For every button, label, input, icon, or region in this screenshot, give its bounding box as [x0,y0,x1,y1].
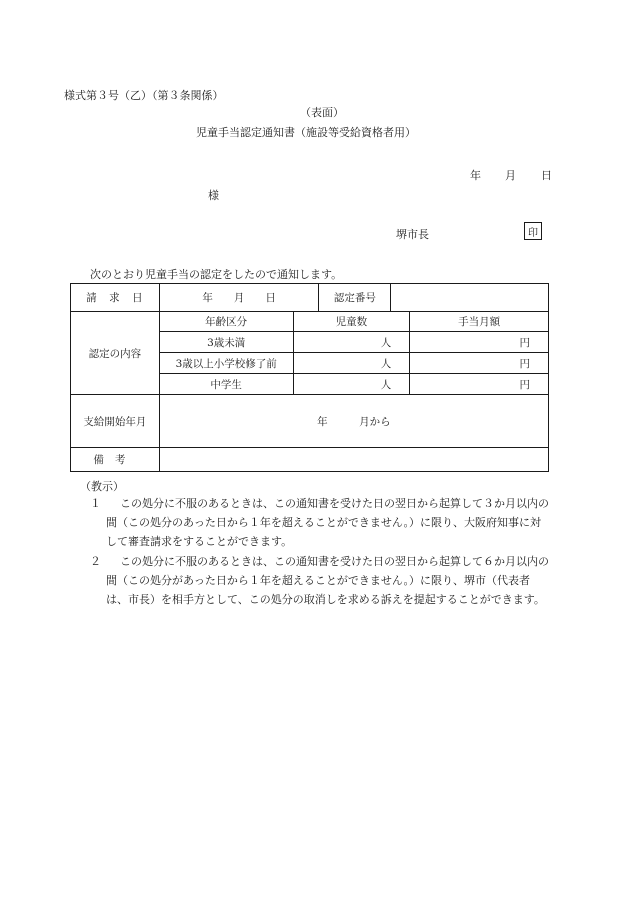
claim-date-value: 年 月 日 [159,284,319,312]
age-cell: 3歳未満 [159,332,293,353]
notice-item-text: この処分に不服のあるときは、この通知書を受けた日の翌日から起算して６か月以内の間（この処分があった日から１年を超えることができません。）に限り、堺市（代表者は、市長）を相手方として、この処分の取消しを求める訴えを提起することができます。 [106,555,549,606]
age-cell: 3歳以上小学校修了前 [159,353,293,374]
addressee-suffix: 様 [208,189,219,202]
date-year-label: 年 [470,169,481,182]
children-cell: 人 [293,374,410,395]
date-month-label: 月 [505,169,516,182]
document-title: 児童手当認定通知書（施設等受給資格者用） [196,126,416,139]
notice-item [80,494,550,551]
monthly-cell: 円 [410,353,549,374]
seal-text: 印 [528,227,538,239]
remarks-label: 備考 [71,448,160,472]
notice-item-number: ２ [90,555,101,568]
table-row [71,448,549,472]
table-row [71,284,549,312]
cert-no-label: 認定番号 [319,284,391,312]
children-cell: 人 [293,332,410,353]
face-label: （表面） [300,106,344,119]
monthly-cell: 円 [410,332,549,353]
col-children-header: 児童数 [293,312,410,332]
monthly-cell: 円 [410,374,549,395]
content-label: 認定の内容 [71,312,160,395]
col-age-header: 年齢区分 [159,312,293,332]
claim-date-label: 請 求 日 [71,284,160,312]
mayor-title: 堺市長 [396,228,429,241]
cert-no-value [391,284,549,312]
certification-table [70,283,549,472]
notice-heading: （教示） [80,480,124,493]
table-row [71,312,549,332]
notice-item [80,552,550,609]
seal-mark [524,222,542,240]
intro-text: 次のとおり児童手当の認定をしたので通知します。 [90,268,343,281]
start-label: 支給開始年月 [71,395,160,448]
date-day-label: 日 [541,169,552,182]
notice-item-number: １ [90,497,101,510]
table-row [71,395,549,448]
notice-item-text: この処分に不服のあるときは、この通知書を受けた日の翌日から起算して３か月以内の間（この処分のあった日から１年を超えることができません。）に限り、大阪府知事に対して審査請求をすることができます。 [106,497,549,548]
form-number: 様式第３号（乙）（第３条関係） [64,89,224,102]
start-value: 年 月から [159,395,548,448]
remarks-value [159,448,548,472]
col-monthly-header: 手当月額 [410,312,549,332]
children-cell: 人 [293,353,410,374]
age-cell: 中学生 [159,374,293,395]
